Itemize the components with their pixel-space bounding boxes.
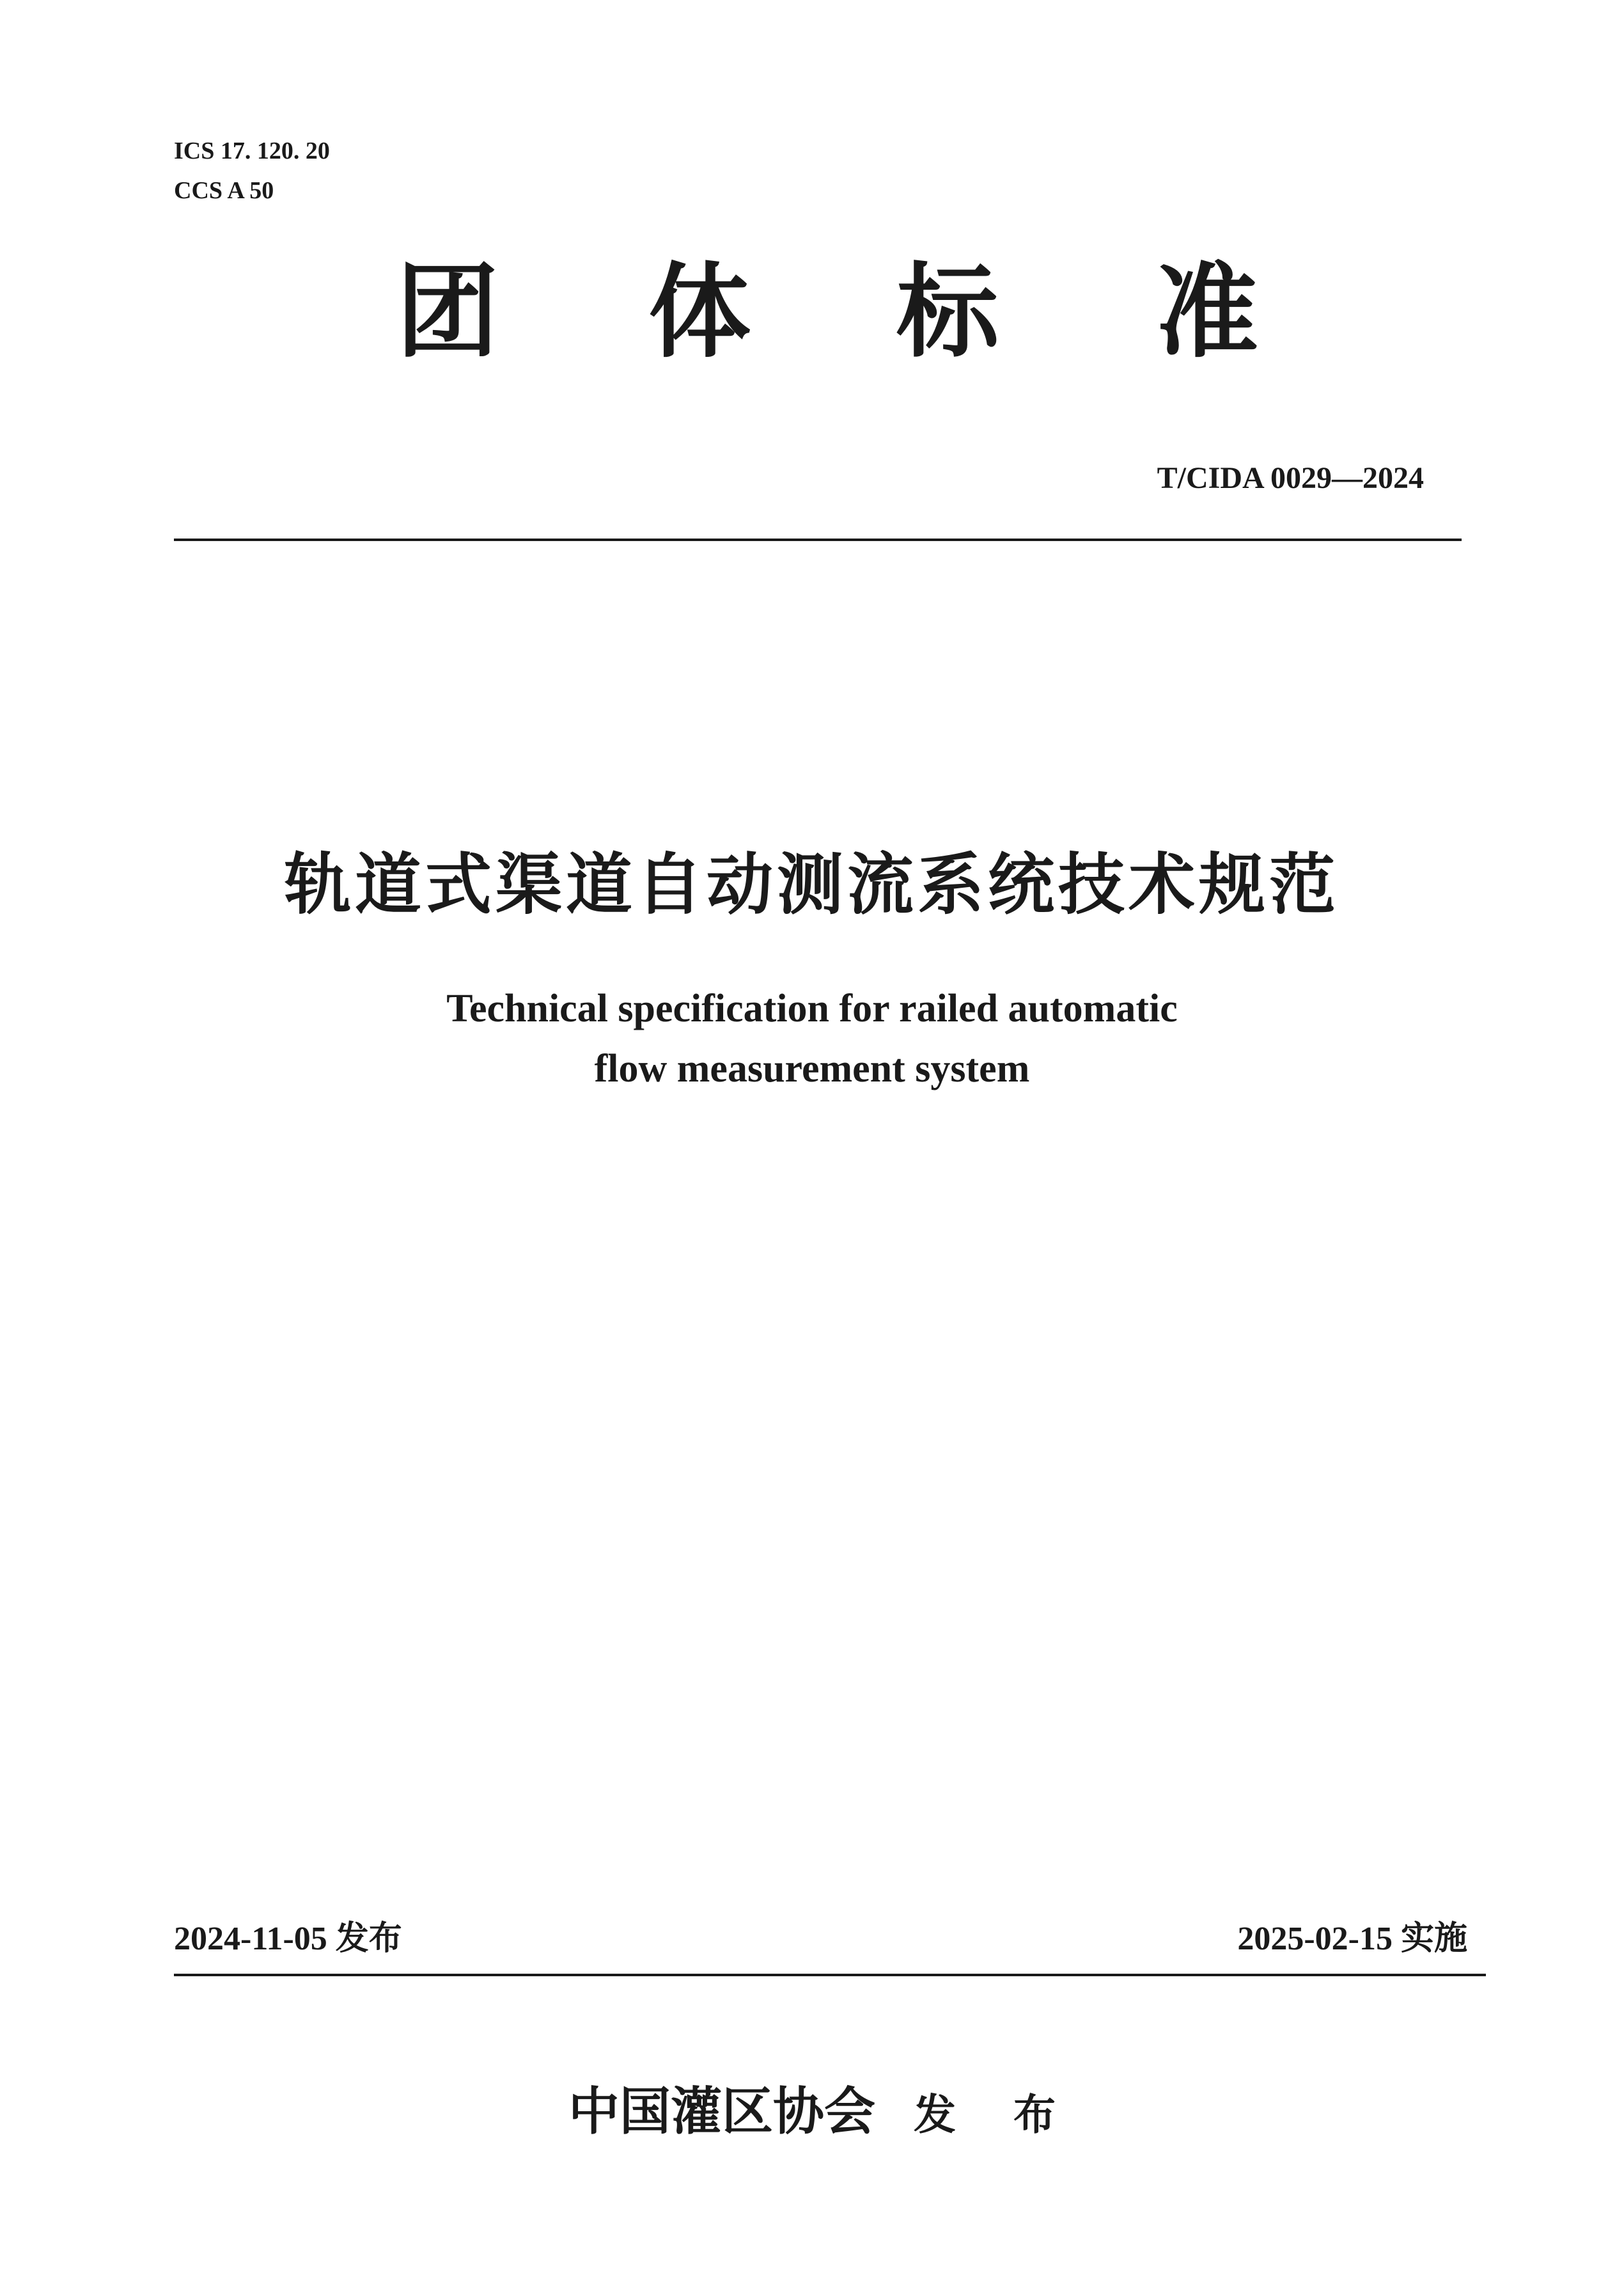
standard-type-heading bbox=[174, 248, 1261, 376]
ccs-code: CCS A 50 bbox=[174, 177, 274, 204]
classification-codes bbox=[174, 131, 330, 210]
top-divider bbox=[174, 539, 1462, 541]
issue-date-line bbox=[174, 1917, 402, 1960]
heading-char-1: 团 bbox=[396, 252, 499, 372]
english-title-line-2: flow measurement system bbox=[594, 1047, 1030, 1090]
effective-date-line bbox=[1237, 1917, 1467, 1960]
effective-label: 实施 bbox=[1400, 1919, 1467, 1958]
issue-label: 发布 bbox=[335, 1919, 402, 1958]
english-title-line-1: Technical specification for railed automatic bbox=[446, 987, 1178, 1030]
heading-char-2: 体 bbox=[648, 252, 751, 372]
effective-date: 2025-02-15 bbox=[1237, 1921, 1393, 1957]
publisher-action-1: 发 bbox=[914, 2090, 956, 2139]
heading-char-3: 标 bbox=[896, 252, 999, 372]
bottom-divider bbox=[174, 1974, 1486, 1976]
english-title bbox=[0, 979, 1624, 1099]
heading-char-4: 准 bbox=[1156, 252, 1259, 372]
standard-number: T/CIDA 0029—2024 bbox=[1157, 461, 1424, 495]
publisher-action-2: 布 bbox=[1013, 2090, 1056, 2139]
chinese-title: 轨道式渠道自动测流系统技术规范 bbox=[284, 846, 1339, 924]
ics-code: ICS 17. 120. 20 bbox=[174, 138, 330, 164]
publisher-line bbox=[0, 2080, 1624, 2147]
publisher-name: 中国灌区协会 bbox=[568, 2082, 875, 2141]
issue-date: 2024-11-05 bbox=[174, 1921, 327, 1957]
